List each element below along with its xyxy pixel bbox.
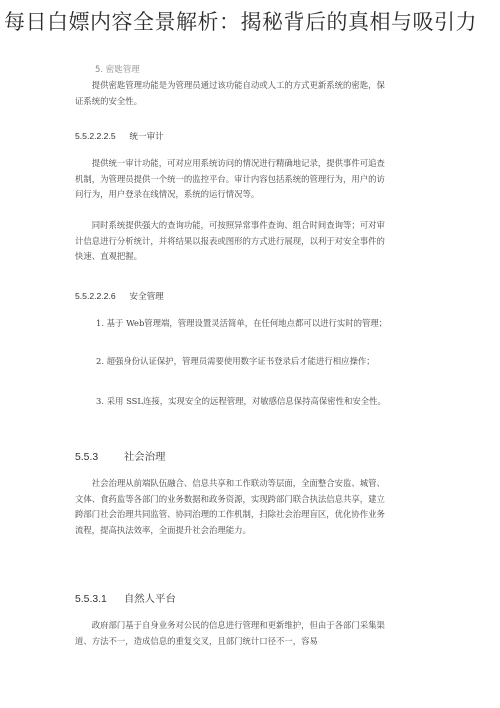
heading-number: 5.5.3.1 xyxy=(75,594,107,605)
list-item-1: 1. 基于 Web管理端，管理设置灵活简单，在任何地点都可以进行实时的管理； xyxy=(96,318,388,328)
heading-label: 安全管理 xyxy=(129,292,164,302)
heading-social-governance xyxy=(75,448,165,463)
heading-label: 统一审计 xyxy=(129,132,164,142)
paragraph-key-management: 提供密匙管理功能是为管理员通过该功能自动或人工的方式更新系统的密匙，保证系统的安全性。 xyxy=(75,80,385,106)
paragraph-natural-person: 政府部门基于自身业务对公民的信息进行管理和更新维护，但由于各部门采集渠道、方法不一，造成信息的重复交叉，且部门统计口径不一，容易 xyxy=(75,620,385,646)
section-note: 5. 密匙管理 xyxy=(95,65,140,75)
heading-label: 自然人平台 xyxy=(123,593,176,605)
heading-number: 5.5.2.2.2.5 xyxy=(75,131,116,141)
heading-security xyxy=(75,290,164,302)
heading-number: 5.5.3 xyxy=(75,452,99,463)
heading-label: 社会治理 xyxy=(123,451,166,463)
paragraph-social-governance: 社会治理从前端队伍融合、信息共享和工作联动等层面，全面整合安监、城管、文体、食药监等各部门的业务数据和政务资源，实现跨部门联合执法信息共享，建立跨部门社会治理共同监管、协同治理的工作机制，扫除社会治理盲区，优化协作业务流程，提高执法效率，全面提升社会治理能力。 xyxy=(75,478,385,535)
paragraph-audit-2: 同时系统提供强大的查询功能，可按照异常事件查询、组合时间查询等；可对审计信息进行分析统计，并将结果以报表或图形的方式进行展现，以利于对安全事件的快速、直观把握。 xyxy=(75,220,385,261)
page-title: 每日白嫖内容全景解析：揭秘背后的真相与吸引力 xyxy=(4,10,477,34)
heading-natural-person xyxy=(75,590,176,605)
heading-number: 5.5.2.2.2.6 xyxy=(75,291,116,301)
paragraph-audit-1: 提供统一审计功能，可对应用系统访问的情况进行精确地记录，提供事件可追查机制，为管理员提供一个统一的监控平台。审计内容包括系统的管理行为，用户的访问行为，用户登录在线情况，系统的运行情况等。 xyxy=(75,158,385,199)
heading-audit xyxy=(75,130,164,142)
list-item-3: 3. 采用 SSL连接，实现安全的远程管理，对敏感信息保持高保密性和安全性。 xyxy=(96,396,386,406)
list-item-2: 2. 超强身份认证保护，管理员需要使用数字证书登录后才能进行相应操作； xyxy=(96,356,375,366)
